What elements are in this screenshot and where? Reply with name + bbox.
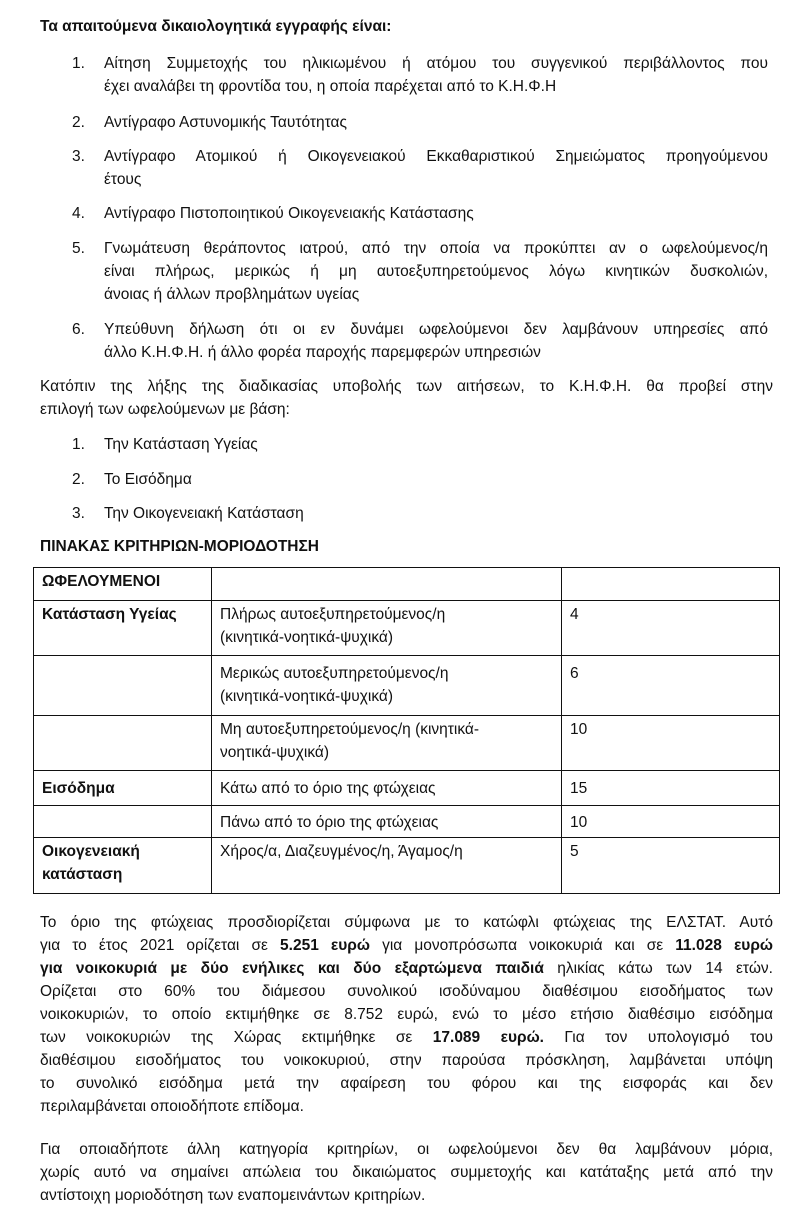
list-text-line: είναι πλήρως, μερικώς ή μη αυτοεξυπηρετούμενος λόγω κινητικών δυσκολιών, xyxy=(104,263,768,280)
list-text: Την Κατάσταση Υγείας xyxy=(104,436,258,453)
table-row xyxy=(34,656,780,716)
list-text xyxy=(104,318,768,364)
list-number: 4. xyxy=(72,205,85,222)
amount-single: 5.251 ευρώ xyxy=(280,937,370,954)
list-number: 3. xyxy=(72,505,85,522)
criteria-table xyxy=(33,567,780,894)
list-text xyxy=(104,202,768,225)
list-text-line: Γνωμάτευση θεράποντος ιατρού, από την οποία να προκύπτει αν ο ωφελούμενος/η xyxy=(104,240,768,257)
paragraph-line: επιλογή των ωφελούμενων με βάση: xyxy=(40,401,290,418)
list-text-line: Αντίγραφο Αστυνομικής Ταυτότητας xyxy=(104,114,347,131)
category-line: Οικογενειακή xyxy=(42,843,140,860)
points-cell: 5 xyxy=(562,838,780,894)
list-text-line: Αντίγραφο Πιστοποιητικού Οικογενειακής Κατάστασης xyxy=(104,205,474,222)
description-cell: Κάτω από το όριο της φτώχειας xyxy=(212,771,562,806)
table-cell xyxy=(562,568,780,601)
paragraph-line: χωρίς αυτό να σημαίνει απώλεια του δικαιώματος συμμετοχής και κατάταξης μετά από την xyxy=(40,1164,773,1181)
description-cell xyxy=(212,716,562,771)
category-cell: Κατάσταση Υγείας xyxy=(34,601,212,656)
description-cell: Χήρος/α, Διαζευγμένος/η, Άγαμος/η xyxy=(212,838,562,894)
paragraph-line: διαθέσιμου εισοδήματος του νοικοκυριού, στην παρούσα πρόσκληση, λαμβάνεται υπόψη xyxy=(40,1052,773,1069)
list-text-line: Αντίγραφο Ατομικού ή Οικογενειακού Εκκαθαριστικού Σημειώματος προηγούμενου xyxy=(104,148,768,165)
paragraph-line xyxy=(40,957,773,980)
description-cell xyxy=(212,656,562,716)
paragraph-line: περιλαμβάνεται οποιοδήποτε επίδομα. xyxy=(40,1098,304,1115)
list-text xyxy=(104,111,768,134)
description-line: νοητικά-ψυχικά) xyxy=(220,744,330,761)
list-text-line: έτους xyxy=(104,171,142,188)
list-number: 2. xyxy=(72,114,85,131)
category-cell: Εισόδημα xyxy=(34,771,212,806)
paragraph-line: Το όριο της φτώχειας προσδιορίζεται σύμφωνα με το κατώφλι φτώχειας της ΕΛΣΤΑΤ. Αυτό xyxy=(40,914,773,931)
category-cell xyxy=(34,838,212,894)
paragraph-line xyxy=(40,934,773,957)
amount-average: 17.089 ευρώ. xyxy=(432,1029,544,1046)
list-text-line: άνοιας ή άλλων προβλημάτων υγείας xyxy=(104,286,360,303)
list-text xyxy=(104,145,768,191)
category-cell xyxy=(34,656,212,716)
table-row xyxy=(34,838,780,894)
description-line: Πλήρως αυτοεξυπηρετούμενος/η xyxy=(220,606,446,623)
text-span: για το έτος 2021 ορίζεται σε xyxy=(40,937,281,954)
text-span: Για τον υπολογισμό του xyxy=(543,1029,773,1046)
list-text: Την Οικογενειακή Κατάσταση xyxy=(104,505,304,522)
list-text xyxy=(104,237,768,306)
points-cell: 4 xyxy=(562,601,780,656)
text-span: των νοικοκυριών της Χώρας εκτιμήθηκε σε xyxy=(40,1029,433,1046)
table-row xyxy=(34,806,780,838)
poverty-paragraph xyxy=(40,911,773,1118)
list-number: 2. xyxy=(72,471,85,488)
description-line: Μη αυτοεξυπηρετούμενος/η (κινητικά- xyxy=(220,721,480,738)
description-line: (κινητικά-νοητικά-ψυχικά) xyxy=(220,629,394,646)
closing-paragraph xyxy=(40,1138,773,1207)
paragraph-line: αντίστοιχη μοριοδότηση των εναπομεινάντων κριτηρίων. xyxy=(40,1187,426,1204)
list-text-line: άλλο Κ.Η.Φ.Η. ή άλλο φορέα παροχής παρεμφερών υπηρεσιών xyxy=(104,344,541,361)
table-header-cell: ΩΦΕΛΟΥΜΕΝΟΙ xyxy=(34,568,212,601)
list-text: Το Εισόδημα xyxy=(104,471,192,488)
paragraph-line: Για οποιαδήποτε άλλη κατηγορία κριτηρίων, οι ωφελούμενοι δεν θα λαμβάνουν μόρια, xyxy=(40,1141,773,1158)
points-cell: 15 xyxy=(562,771,780,806)
description-line: (κινητικά-νοητικά-ψυχικά) xyxy=(220,688,394,705)
list-number: 6. xyxy=(72,321,85,338)
list-text-line: Αίτηση Συμμετοχής του ηλικιωμένου ή ατόμου του συγγενικού περιβάλλοντος που xyxy=(104,55,768,72)
description-cell: Πάνω από το όριο της φτώχειας xyxy=(212,806,562,838)
list-text xyxy=(104,52,768,98)
paragraph-line: νοικοκυριών, το οποίο εκτιμήθηκε σε 8.752 ευρώ, ενώ το μέσο ετήσιο διαθέσιμο εισόδημα xyxy=(40,1006,773,1023)
list-number: 1. xyxy=(72,436,85,453)
table-row xyxy=(34,716,780,771)
paragraph-line xyxy=(40,1026,773,1049)
bold-span: για νοικοκυριά με δύο ενήλικες και δύο εξαρτώμενα παιδιά xyxy=(40,960,544,977)
list-number: 1. xyxy=(72,55,85,72)
documents-heading: Τα απαιτούμενα δικαιολογητικά εγγραφής είναι: xyxy=(40,18,392,35)
category-cell xyxy=(34,716,212,771)
list-text-line: Υπεύθυνη δήλωση ότι οι εν δυνάμει ωφελούμενοι δεν λαμβάνουν υπηρεσίες από xyxy=(104,321,768,338)
points-cell: 10 xyxy=(562,716,780,771)
table-cell xyxy=(212,568,562,601)
table-row xyxy=(34,771,780,806)
points-cell: 6 xyxy=(562,656,780,716)
paragraph-line: το συνολικό εισόδημα μετά την αφαίρεση του φόρου και της εισφοράς και δεν xyxy=(40,1075,773,1092)
selection-intro xyxy=(40,375,773,421)
text-span: ηλικίας κάτω των 14 ετών. xyxy=(543,960,773,977)
table-title: ΠΙΝΑΚΑΣ ΚΡΙΤΗΡΙΩΝ-ΜΟΡΙΟΔΟΤΗΣΗ xyxy=(40,538,319,555)
description-line: Μερικώς αυτοεξυπηρετούμενος/η xyxy=(220,665,449,682)
list-text-line: έχει αναλάβει τη φροντίδα του, η οποία παρέχεται από το Κ.Η.Φ.Η xyxy=(104,78,557,95)
points-cell: 10 xyxy=(562,806,780,838)
list-number: 3. xyxy=(72,148,85,165)
paragraph-line: Ορίζεται στο 60% του διάμεσου συνολικού ισοδύναμου διαθέσιμου εισοδήματος των xyxy=(40,983,773,1000)
description-cell xyxy=(212,601,562,656)
category-line: κατάσταση xyxy=(42,866,123,883)
table-header-row xyxy=(34,568,780,601)
amount-family: 11.028 ευρώ xyxy=(675,937,774,954)
paragraph-line: Κατόπιν της λήξης της διαδικασίας υποβολής των αιτήσεων, το Κ.Η.Φ.Η. θα προβεί στην xyxy=(40,378,773,395)
table-row xyxy=(34,601,780,656)
list-number: 5. xyxy=(72,240,85,257)
category-cell xyxy=(34,806,212,838)
text-span: για μονοπρόσωπα νοικοκυριά και σε xyxy=(369,937,676,954)
